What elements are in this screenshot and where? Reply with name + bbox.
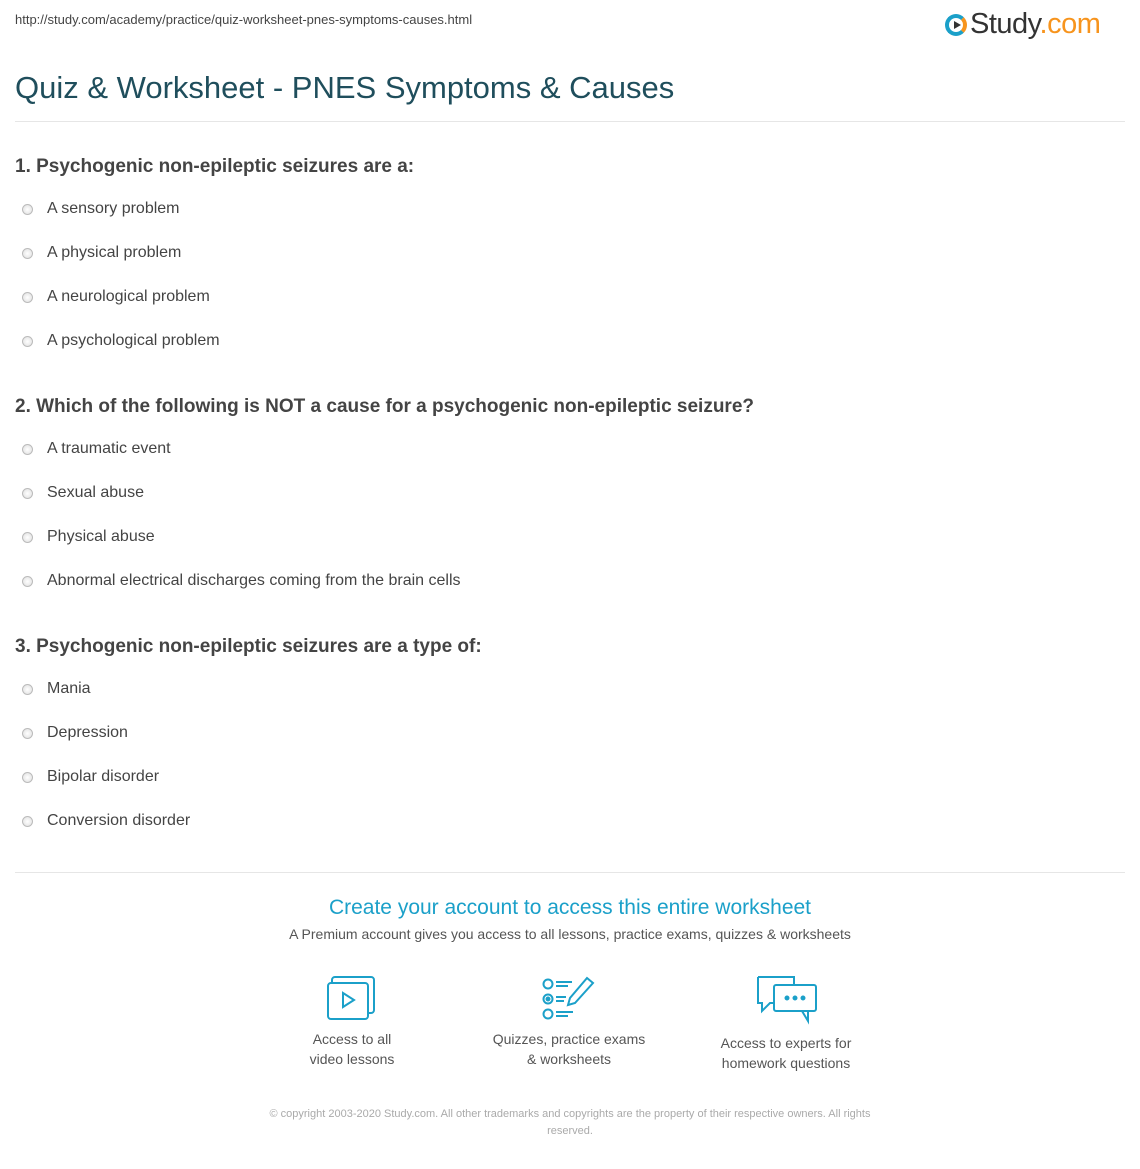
page-url: http://study.com/academy/practice/quiz-worksheet-pnes-symptoms-causes.html — [15, 12, 473, 27]
feature-label: homework questions — [721, 1055, 851, 1071]
question-3: 3. Psychogenic non-epileptic seizures are a type of: — [15, 636, 482, 657]
feature-video-lessons — [262, 975, 442, 1069]
answer-option[interactable] — [22, 724, 128, 742]
feature-quizzes — [479, 975, 659, 1069]
answer-label: A traumatic event — [47, 440, 171, 457]
answer-label: Bipolar disorder — [47, 768, 160, 785]
radio-button[interactable] — [22, 816, 33, 827]
answer-label: A physical problem — [47, 244, 182, 261]
logo-text: Study — [970, 8, 1040, 40]
copyright-line: reserved. — [547, 1125, 593, 1137]
feature-label: video lessons — [309, 1051, 395, 1067]
answer-label: Mania — [47, 680, 91, 697]
radio-button[interactable] — [22, 444, 33, 455]
feature-label: Access to experts for — [720, 1035, 852, 1051]
answer-label: Depression — [47, 724, 128, 741]
radio-button[interactable] — [22, 772, 33, 783]
answer-option[interactable] — [22, 200, 180, 218]
radio-button[interactable] — [22, 336, 33, 347]
page-title: Quiz & Worksheet - PNES Symptoms & Causes — [15, 70, 675, 105]
question-1: 1. Psychogenic non-epileptic seizures are a: — [15, 156, 415, 177]
answer-label: A neurological problem — [47, 288, 210, 305]
feature-label: & worksheets — [526, 1051, 612, 1067]
answer-option[interactable] — [22, 288, 210, 306]
feature-label: Access to all — [312, 1031, 392, 1047]
cta-subtitle: A Premium account gives you access to all lessons, practice exams, quizzes & worksheets — [289, 926, 851, 942]
radio-button[interactable] — [22, 204, 33, 215]
answer-option[interactable] — [22, 680, 91, 698]
study-logo[interactable] — [945, 8, 1100, 41]
feature-experts — [696, 975, 876, 1073]
video-lessons-icon — [326, 975, 378, 1021]
logo-suffix: .com — [1039, 8, 1101, 40]
cta-heading[interactable]: Create your account to access this entire worksheet — [328, 896, 812, 919]
copyright-line: © copyright 2003-2020 Study.com. All other trademarks and copyrights are the property of their respective owners. All rights — [269, 1108, 871, 1120]
divider — [15, 121, 1125, 122]
answer-option[interactable] — [22, 768, 159, 786]
copyright — [0, 1106, 1140, 1140]
chat-bubbles-icon — [754, 975, 818, 1025]
feature-label: Quizzes, practice exams — [492, 1031, 646, 1047]
radio-button[interactable] — [22, 532, 33, 543]
answer-option[interactable] — [22, 484, 144, 502]
radio-button[interactable] — [22, 576, 33, 587]
radio-button[interactable] — [22, 684, 33, 695]
answer-option[interactable] — [22, 332, 220, 350]
answer-label: Abnormal electrical discharges coming from the brain cells — [47, 572, 461, 589]
quiz-checklist-icon — [541, 975, 597, 1021]
answer-option[interactable] — [22, 528, 155, 546]
radio-button[interactable] — [22, 728, 33, 739]
radio-button[interactable] — [22, 488, 33, 499]
answer-option[interactable] — [22, 812, 190, 830]
answer-label: A sensory problem — [47, 200, 180, 217]
divider — [15, 872, 1125, 873]
answer-label: Sexual abuse — [47, 484, 144, 501]
radio-button[interactable] — [22, 292, 33, 303]
question-2: 2. Which of the following is NOT a cause for a psychogenic non-epileptic seizure? — [15, 396, 754, 417]
answer-label: A psychological problem — [47, 332, 220, 349]
answer-option[interactable] — [22, 440, 171, 458]
radio-button[interactable] — [22, 248, 33, 259]
answer-label: Conversion disorder — [47, 812, 191, 829]
answer-label: Physical abuse — [47, 528, 155, 545]
answer-option[interactable] — [22, 572, 461, 590]
play-logo-icon — [945, 14, 967, 36]
answer-option[interactable] — [22, 244, 181, 262]
